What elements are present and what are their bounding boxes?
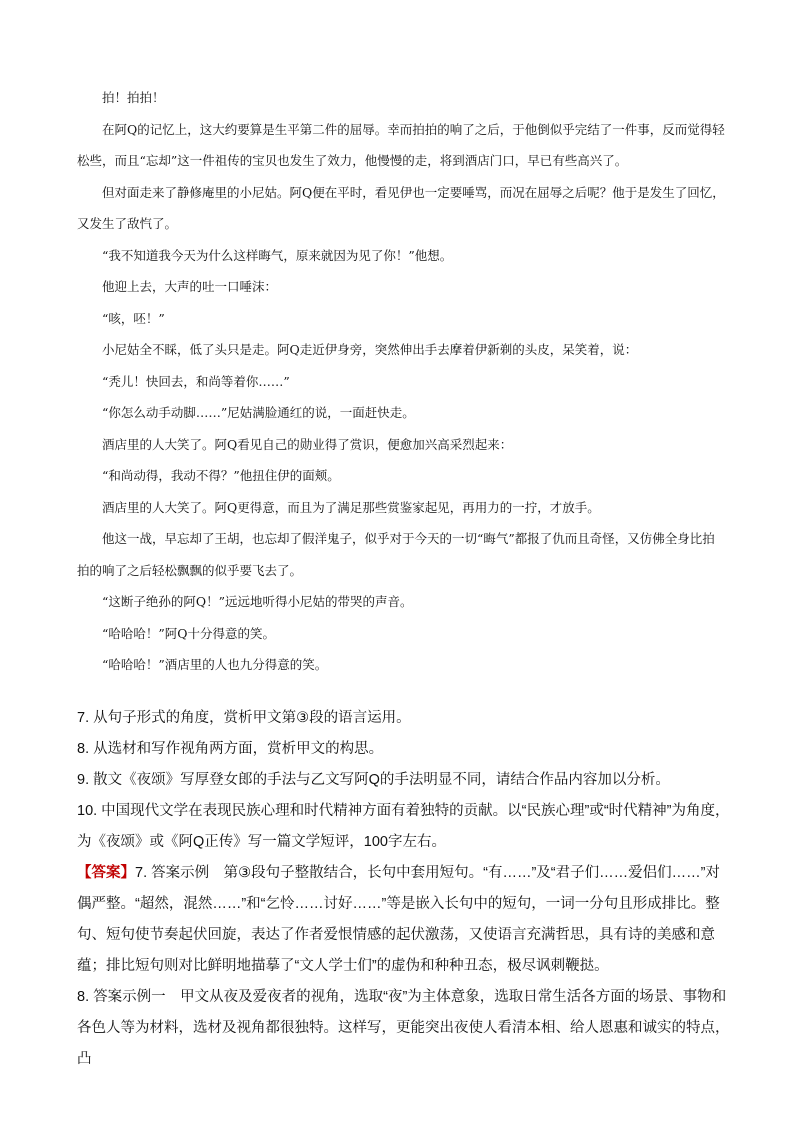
passage-line: “我不知道我今天为什么这样晦气，原来就因为见了你！”他想。 [102, 247, 453, 263]
passage [77, 82, 727, 681]
passage-line: 但对面走来了静修庵里的小尼姑。阿Q便在平时，看见伊也一定要唾骂，而况在屈辱之后呢？他于是发生了回忆，又发生了敌忾了。 [77, 184, 725, 231]
passage-line: 在阿Q的记忆上，这大约要算是生平第二件的屈辱。幸而拍拍的响了之后，于他倒似乎完结了一件事，反而觉得轻松些，而且“忘却”这一件祖传的宝贝也发生了效力，他慢慢的走，将到酒店门口，早已有些高兴了。 [77, 121, 725, 168]
answer-8: 8. 答案示例一 甲文从夜及爱夜者的视角，选取“夜”为主体意象，选取日常生活各方面的场景、事物和各色人等为材料，选材及视角都很独特。这样写，更能突出夜使人看清本相、给人恩惠和诚实的特点，凸 [77, 989, 730, 1067]
passage-line: “和尚动得，我动不得？”他扭住伊的面颊。 [102, 468, 340, 483]
answer-tag: 【答案】 [77, 865, 135, 881]
passage-line: “秃儿！快回去，和尚等着你……” [102, 373, 290, 389]
passage-line: 酒店里的人大笑了。阿Q更得意，而且为了满足那些赏鉴家起见，再用力的一拧，才放手。 [102, 499, 600, 515]
answer-7-text: 7. 答案示例 第③段句子整散结合，长句中套用短句。“有……”及“君子们……爱侣们……”对偶严整。“超然，混然……”和“乞怜……讨好……”等是嵌入长句中的短句，一词一分句且形成排比。整句、短句使节奏起伏回旋，表达了作者爱恨情感的起伏激荡，又使语言充满哲思，具有诗的美感和意蕴；排比短句则对比鲜明地描摹了“文人学士们”的虚伪和种种丑态，极尽讽刺鞭挞。 [77, 865, 720, 974]
passage-line: “哈哈哈！”酒店里的人也九分得意的笑。 [102, 657, 328, 672]
question-7: 7. 从句子形式的角度，赏析甲文第③段的语言运用。 [77, 710, 411, 726]
passage-line: “咳，呸！” [102, 310, 165, 326]
question-10: 10. 中国现代文学在表现民族心理和时代精神方面有着独特的贡献。以“民族心理”或“时代精神”为角度，为《夜颂》或《阿Q正传》写一篇文学短评，100字左右。 [77, 803, 730, 850]
question-list [77, 703, 732, 858]
passage-line: 小尼姑全不睬，低了头只是走。阿Q走近伊身旁，突然伸出手去摩着伊新剃的头皮，呆笑着，说： [102, 342, 638, 357]
question-8: 8. 从选材和写作视角两方面，赏析甲文的构思。 [77, 741, 384, 757]
passage-line: 他迎上去，大声的吐一口唾沫： [102, 279, 278, 294]
passage-line: “你怎么动手动脚……”尼姑满脸通红的说，一面赶快走。 [102, 405, 415, 420]
passage-line: “哈哈哈！”阿Q十分得意的笑。 [102, 625, 276, 641]
passage-line: 拍！拍拍！ [102, 90, 165, 105]
answer-7 [77, 858, 732, 982]
passage-line: 酒店里的人大笑了。阿Q看见自己的勋业得了赏识，便愈加兴高采烈起来： [102, 436, 513, 452]
passage-line: “这断子绝孙的阿Q！”远远地听得小尼姑的带哭的声音。 [102, 594, 413, 609]
passage-line: 他这一战，早忘却了王胡，也忘却了假洋鬼子，似乎对于今天的一切“晦气”都报了仇而且奇怪，又仿佛全身比拍拍的响了之后轻松飘飘的似乎要飞去了。 [77, 531, 715, 578]
answer-section [77, 858, 732, 1075]
question-9: 9. 散文《夜颂》写厚登女郎的手法与乙文写阿Q的手法明显不同，请结合作品内容加以分析。 [77, 772, 670, 788]
